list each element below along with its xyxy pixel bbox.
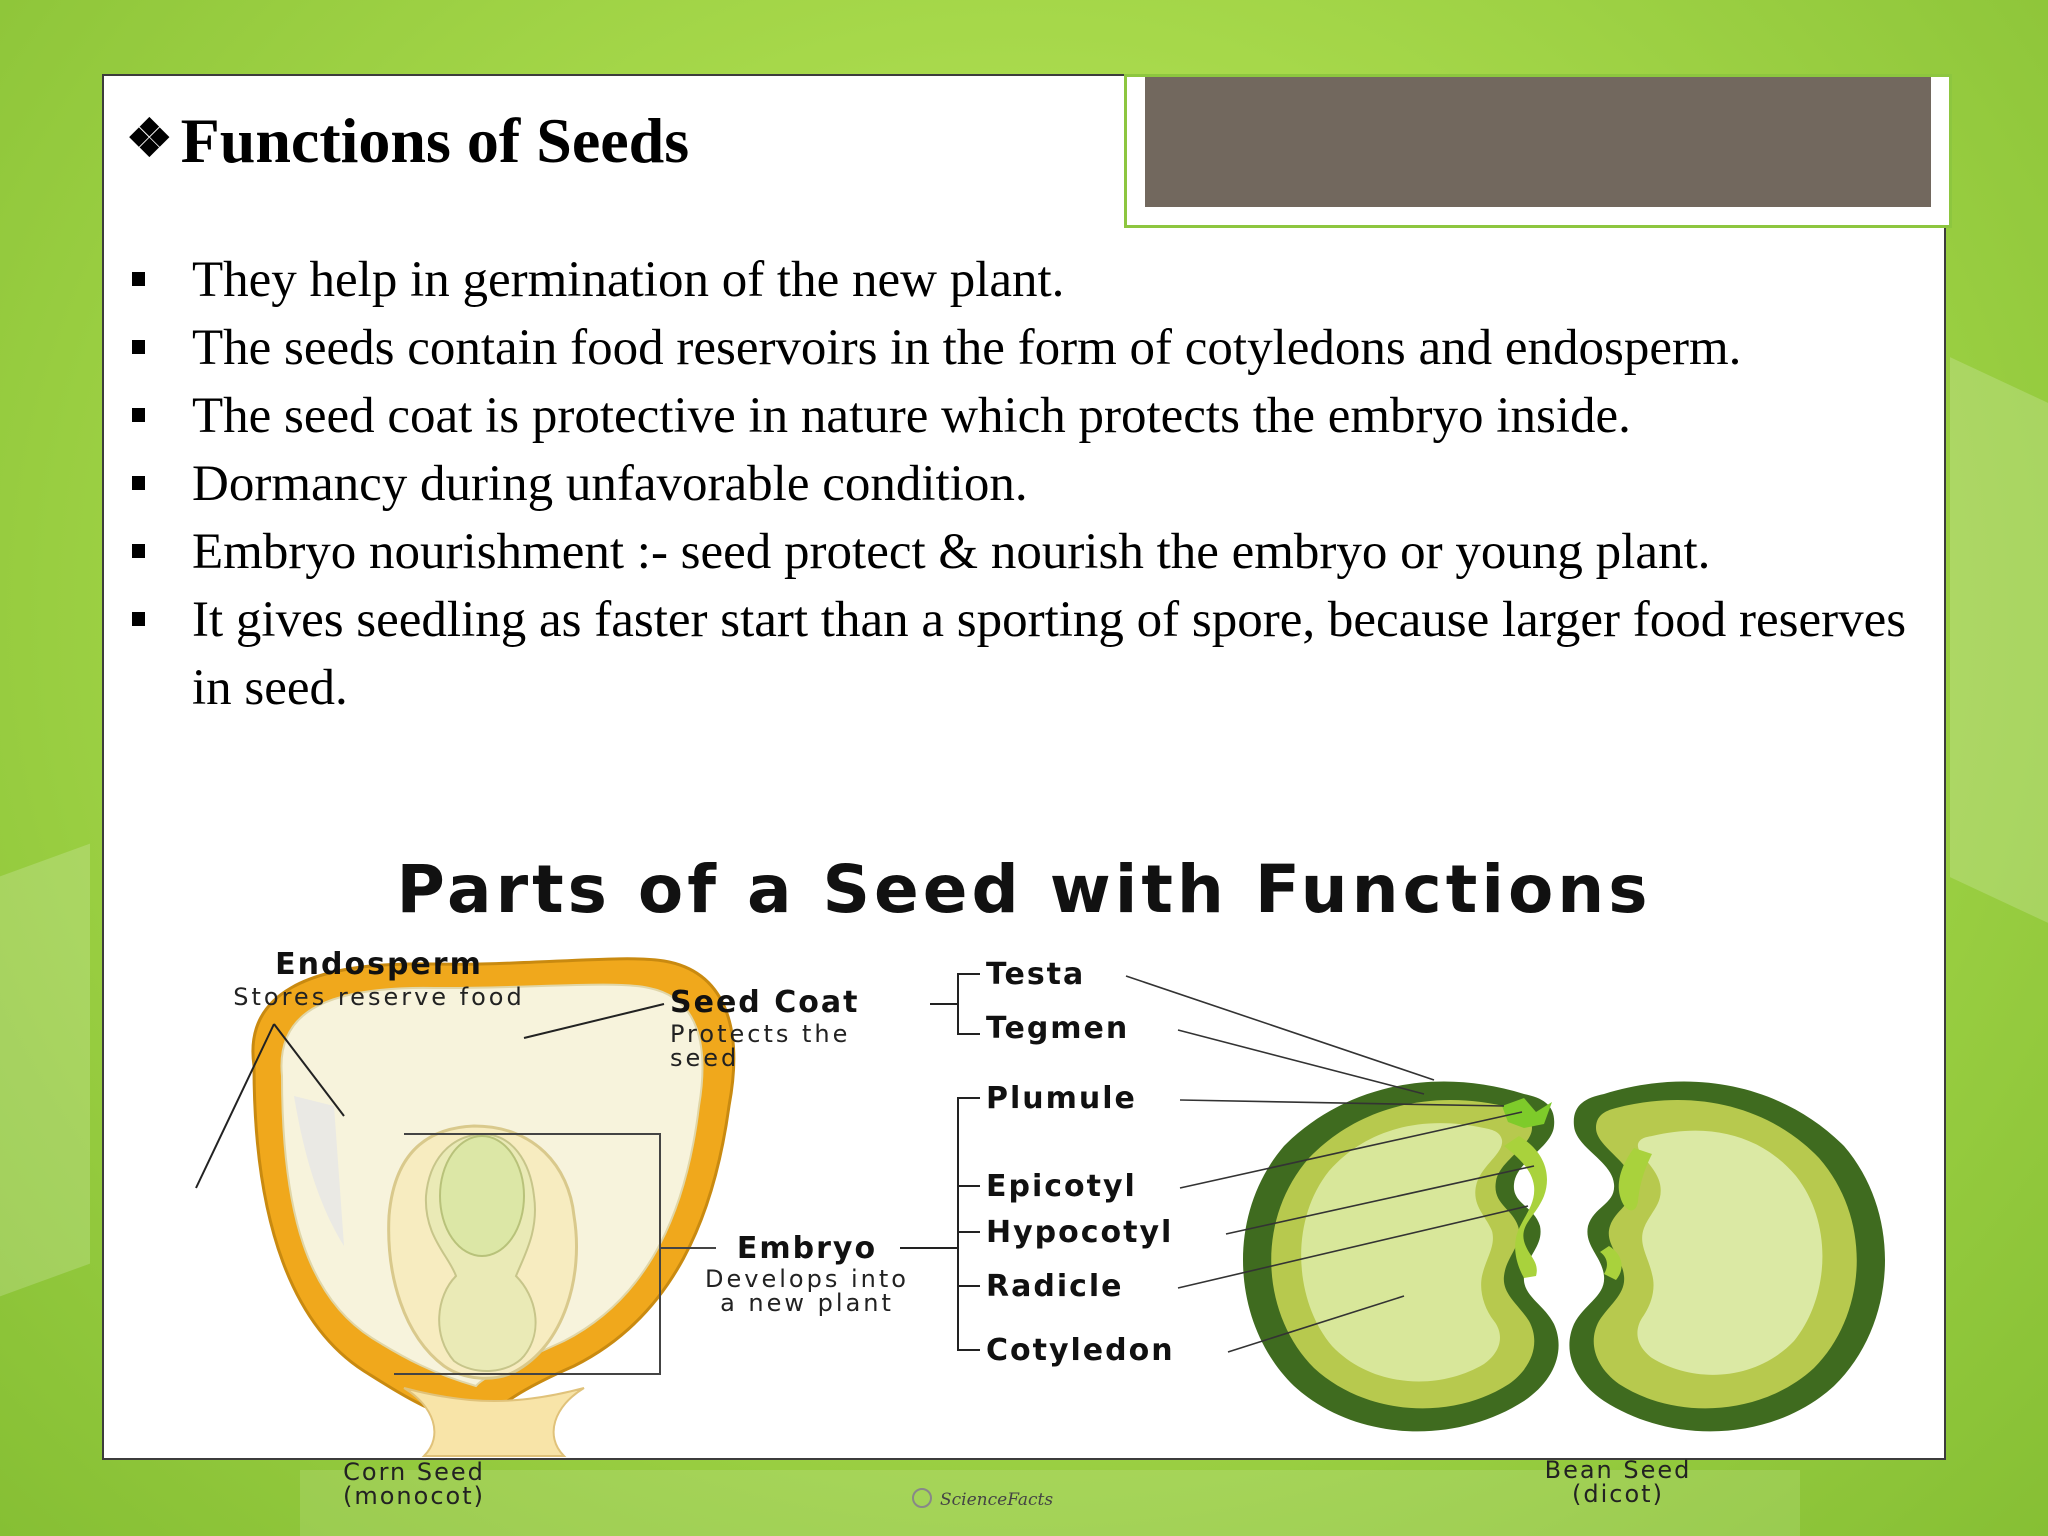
bullet-text: Embryo nourishment :- seed protect & nourish the embryo or young plant. xyxy=(192,524,1711,580)
embryo-desc-2: a new plant xyxy=(720,1289,894,1317)
credit-text: ScienceFacts xyxy=(940,1490,1054,1510)
square-bullet-icon xyxy=(132,612,145,626)
tegmen-pointer xyxy=(1178,1030,1424,1094)
slide-title xyxy=(126,104,689,178)
slide-title-text: Functions of Seeds xyxy=(180,105,690,176)
bullet-text: The seed coat is protective in nature which protects the embryo inside. xyxy=(192,388,1631,444)
bullet-list xyxy=(126,246,1926,722)
square-bullet-icon xyxy=(132,544,145,558)
diamond-bullet-icon: ❖ xyxy=(126,111,173,168)
label-hypocotyl: Hypocotyl xyxy=(986,1215,1174,1250)
bullet-text: They help in germination of the new plant. xyxy=(192,252,1065,308)
corn-seed-illustration xyxy=(253,959,734,1456)
label-testa: Testa xyxy=(986,957,1086,992)
seed-coat-title: Seed Coat xyxy=(670,985,860,1020)
square-bullet-icon xyxy=(132,340,145,354)
label-plumule: Plumule xyxy=(986,1081,1137,1116)
label-cotyledon: Cotyledon xyxy=(986,1333,1175,1368)
endosperm-desc: Stores reserve food xyxy=(233,983,525,1011)
square-bullet-icon xyxy=(132,272,145,286)
endosperm-title: Endosperm xyxy=(275,947,483,982)
bullet-text: Dormancy during unfavorable condition. xyxy=(192,456,1028,512)
seed-coat-bracket xyxy=(958,974,980,1034)
corn-embryo-plumule xyxy=(440,1136,524,1256)
diagram-title: Parts of a Seed with Functions xyxy=(396,851,1652,928)
square-bullet-icon xyxy=(132,476,145,490)
background-facet xyxy=(1950,357,2048,923)
corn-seed-name: Corn Seed xyxy=(343,1458,485,1486)
background-facet xyxy=(0,844,90,1297)
corn-seed-type: (monocot) xyxy=(343,1482,485,1510)
testa-pointer xyxy=(1126,976,1434,1080)
seed-coat-desc-1: Protects the xyxy=(670,1020,851,1048)
embryo-title: Embryo xyxy=(736,1231,878,1266)
label-radicle: Radicle xyxy=(986,1269,1124,1304)
label-epicotyl: Epicotyl xyxy=(986,1169,1137,1204)
seed-coat-desc-2: seed xyxy=(670,1044,740,1072)
seed-parts-diagram xyxy=(104,776,1944,1510)
content-panel xyxy=(102,74,1946,1510)
bullet-item xyxy=(126,314,1926,382)
label-tegmen: Tegmen xyxy=(986,1011,1130,1046)
title-placeholder-box xyxy=(1124,74,1952,228)
bullet-item xyxy=(126,586,1926,722)
bullet-item xyxy=(126,382,1926,450)
bean-seed-illustration xyxy=(1243,1082,1885,1432)
title-placeholder-fill xyxy=(1145,77,1931,207)
embryo-parts-bracket xyxy=(958,1098,980,1350)
bean-seed-type: (dicot) xyxy=(1572,1480,1664,1508)
bullet-text: The seeds contain food reservoirs in the form of cotyledons and endosperm. xyxy=(192,320,1742,376)
bean-seed-name: Bean Seed xyxy=(1544,1456,1692,1484)
bullet-item xyxy=(126,450,1926,518)
bullet-item xyxy=(126,518,1926,586)
bullet-item xyxy=(126,246,1926,314)
square-bullet-icon xyxy=(132,408,145,422)
embryo-desc-1: Develops into xyxy=(705,1265,909,1293)
bullet-text: It gives seedling as faster start than a sporting of spore, because larger food reserves in seed. xyxy=(192,592,1907,716)
